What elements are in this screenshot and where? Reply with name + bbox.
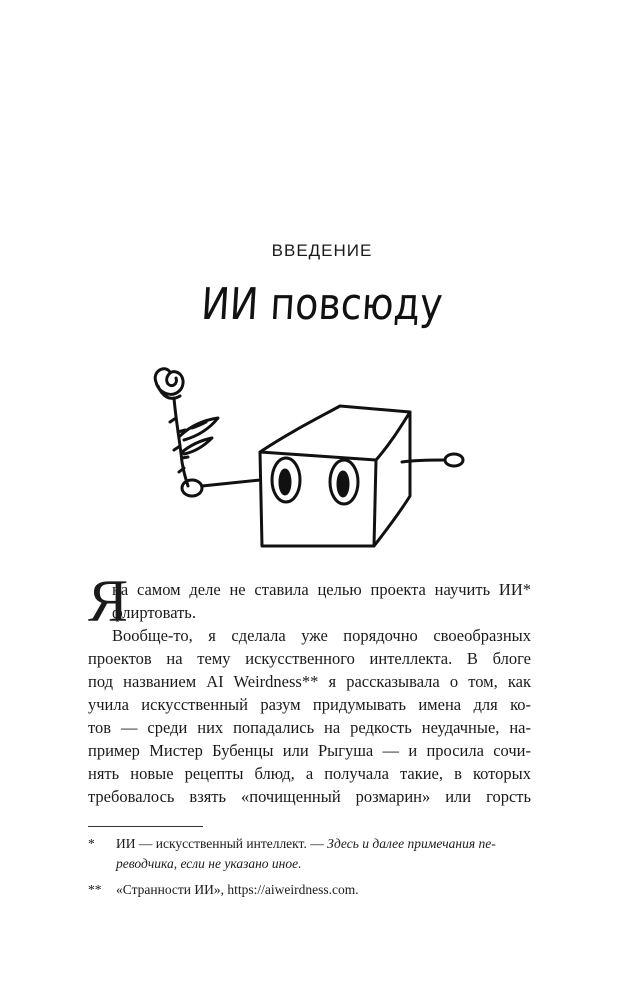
text-line: тов — среди них попадались на редкость неудачные, на-: [88, 718, 531, 737]
text-line: Вообще-то, я сделала уже порядочно своеобразных: [112, 626, 531, 645]
footnote-text: ИИ — искусственный интеллект. —: [116, 836, 328, 851]
footnote-1: [88, 834, 531, 874]
rose-icon: [155, 369, 183, 399]
paragraph-2: [88, 624, 531, 808]
text-line: под названием AI Weirdness** я рассказывала о том, как: [88, 672, 531, 691]
chapter-title: ИИ повсюду: [199, 278, 445, 330]
text-line: на самом деле не ставила целью проекта научить ИИ*: [112, 580, 531, 599]
footnote-text: «Странности ИИ», https://aiweirdness.com.: [116, 882, 359, 897]
footnotes: [88, 834, 531, 906]
text-line: учила искусственный разум придумывать имена для ко-: [88, 695, 531, 714]
robot-cube-with-rose-illustration: [140, 362, 480, 557]
footnote-2: [88, 880, 531, 900]
footnote-mark: *: [88, 836, 95, 851]
footnote-divider: [88, 826, 203, 827]
footnote-italic-text: Здесь и далее примечания пе-реводчика, если не указано иное.: [116, 836, 496, 871]
chapter-label: ВВЕДЕНИЕ: [271, 241, 373, 260]
text-line: требовалось взять «почищенный розмарин» или горсть: [88, 787, 531, 806]
text-line: флиртовать.: [112, 603, 196, 622]
text-line: пример Мистер Бубенцы или Рыгуша — и просила сочи-: [88, 741, 531, 760]
text-line: проектов на тему искусственного интеллекта. В блоге: [88, 649, 531, 668]
dropcap: Я: [88, 568, 129, 634]
paragraph-1: [88, 568, 531, 634]
body-text: [88, 568, 531, 808]
footnote-mark: **: [88, 882, 102, 897]
text-line: нять новые рецепты блюд, а получала такие, в которых: [88, 764, 531, 783]
